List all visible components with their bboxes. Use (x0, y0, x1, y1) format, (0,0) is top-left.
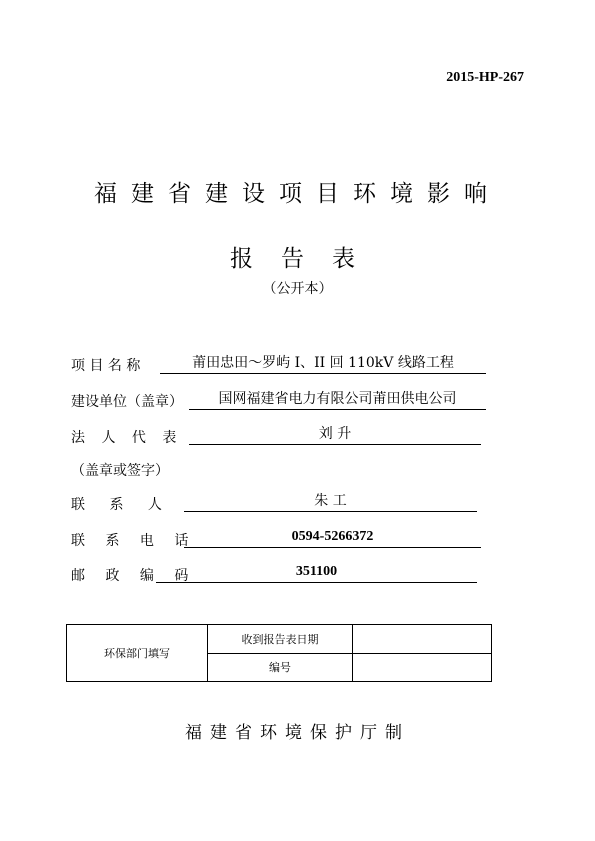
number-cell[interactable] (353, 653, 492, 682)
public-edition-note: （公开本） (262, 281, 333, 297)
legal-rep-label: 法 人 代 表 (71, 430, 183, 446)
dept-fill-label: 环保部门填写 (67, 625, 208, 682)
postcode-label: 邮 政 编 码 (71, 568, 197, 584)
builder-label: 建设单位（盖章） (71, 394, 183, 410)
legal-rep-value: 刘 升 (189, 425, 481, 445)
receipt-table (66, 624, 492, 682)
number-label: 编号 (208, 653, 353, 682)
issuer-footer: 福建省环境保护厅制 (185, 723, 410, 743)
phone-label: 联 系 电 话 (71, 533, 197, 549)
builder-value: 国网福建省电力有限公司莆田供电公司 (189, 390, 486, 410)
page-title: 福建省建设项目环境影响 (94, 181, 501, 207)
contact-value: 朱 工 (184, 492, 477, 512)
received-date-label: 收到报告表日期 (208, 625, 353, 654)
document-number: 2015-HP-267 (446, 70, 524, 85)
received-date-cell[interactable] (353, 625, 492, 654)
postcode-value: 351100 (156, 563, 477, 583)
page-subtitle: 报告表 (230, 246, 383, 272)
project-name-label: 项 目 名 称 (71, 358, 141, 374)
contact-label: 联 系 人 (71, 497, 172, 513)
phone-value: 0594-5266372 (184, 528, 481, 548)
stamp-or-sign-note: （盖章或签字） (71, 463, 169, 479)
project-name-value: 莆田忠田～罗屿 I、II 回 110kV 线路工程 (160, 354, 486, 374)
